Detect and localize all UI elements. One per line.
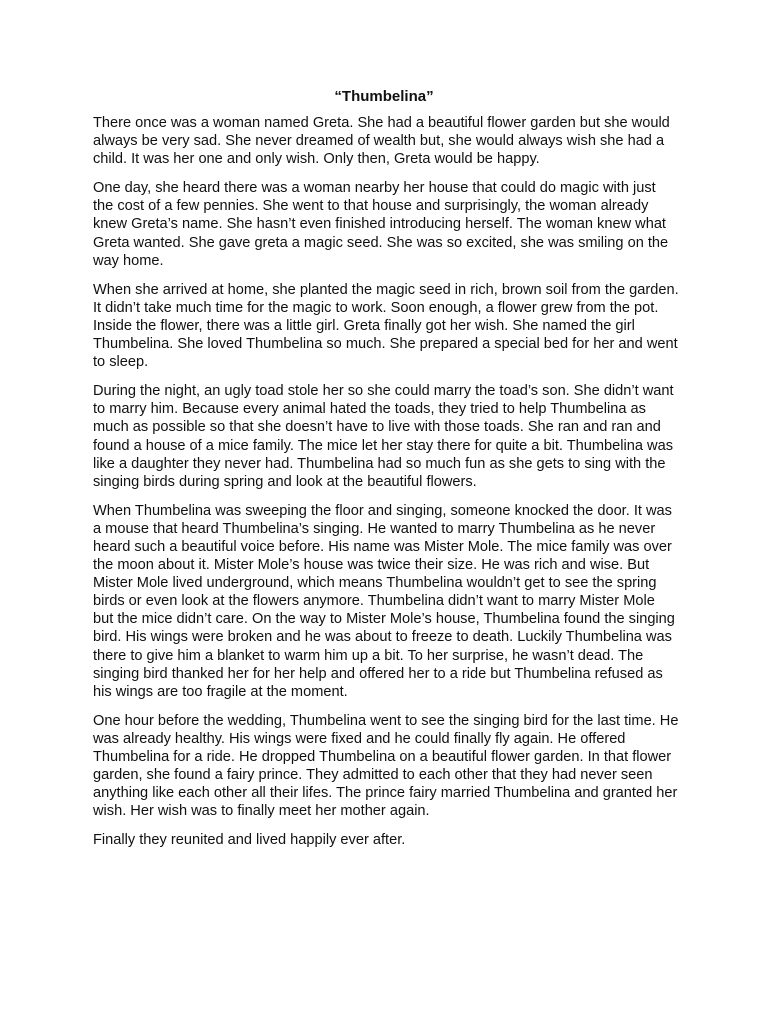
paragraph-3: When she arrived at home, she planted the magic seed in rich, brown soil from the garden. It didn’t take much time for the magic to work. Soon enough, a flower grew from the pot. Inside the flower, there was a little girl. Greta finally got her wish. She named the girl Thumbelina. She loved Thumbelina so much. She prepared a special bed for her and went to sleep. — [93, 281, 679, 371]
document-body — [93, 114, 679, 849]
paragraph-2: One day, she heard there was a woman nearby her house that could do magic with just the cost of a few pennies. She went to that house and surprisingly, the woman already knew Greta’s name. She hasn’t even finished introducing herself. The woman knew what Greta wanted. She gave greta a magic seed. She was so excited, she was smiling on the way home. — [93, 180, 669, 269]
paragraph-4: During the night, an ugly toad stole her so she could marry the toad’s son. She didn’t want to marry him. Because every animal hated the toads, they tried to help Thumbelina as much as possible so that she doesn’t have to live with those toads. She ran and ran and found a house of a mice family. The mice let her stay there for quite a bit. Thumbelina was like a daughter they never had. Thumbelina had so much fun as she gets to sing with the singing birds during spring and look at the beautiful flowers. — [93, 383, 674, 490]
document-title: “Thumbelina” — [334, 88, 434, 105]
paragraph-7: Finally they reunited and lived happily ever after. — [93, 832, 406, 849]
paragraph-5: When Thumbelina was sweeping the floor and singing, someone knocked the door. It was a mouse that heard Thumbelina’s singing. He wanted to marry Thumbelina as he never heard such a beautiful voice before. His name was Mister Mole. The mice family was over the moon about it. Mister Mole’s house was twice their size. He was rich and wise. But Mister Mole lived underground, which means Thumbelina wouldn’t get to see the spring birds or even look at the flowers anymore. Thumbelina didn’t want to marry Mister Mole but the mice didn’t care. On the way to Mister Mole’s house, Thumbelina found the singing bird. His wings were broken and he was about to freeze to death. Luckily Thumbelina was there to give him a blanket to warm him up a bit. To her surprise, he wasn’t dead. The singing bird thanked her for her help and offered her to a ride but Thumbelina refused as his wings are too fragile at the moment. — [93, 502, 675, 700]
paragraph-6: One hour before the wedding, Thumbelina went to see the singing bird for the last time. He was already healthy. His wings were fixed and he could finally fly again. He offered Thumbelina for a ride. He dropped Thumbelina on a beautiful flower garden. In that flower garden, she found a fairy prince. They admitted to each other that they had never seen anything like each other all their lifes. The prince fairy married Thumbelina and granted her wish. Her wish was to finally meet her mother again. — [93, 712, 679, 820]
paragraph-1: There once was a woman named Greta. She had a beautiful flower garden but she would always be very sad. She never dreamed of wealth but, she would always wish she had a child. It was her one and only wish. Only then, Greta would be happy. — [93, 115, 670, 168]
